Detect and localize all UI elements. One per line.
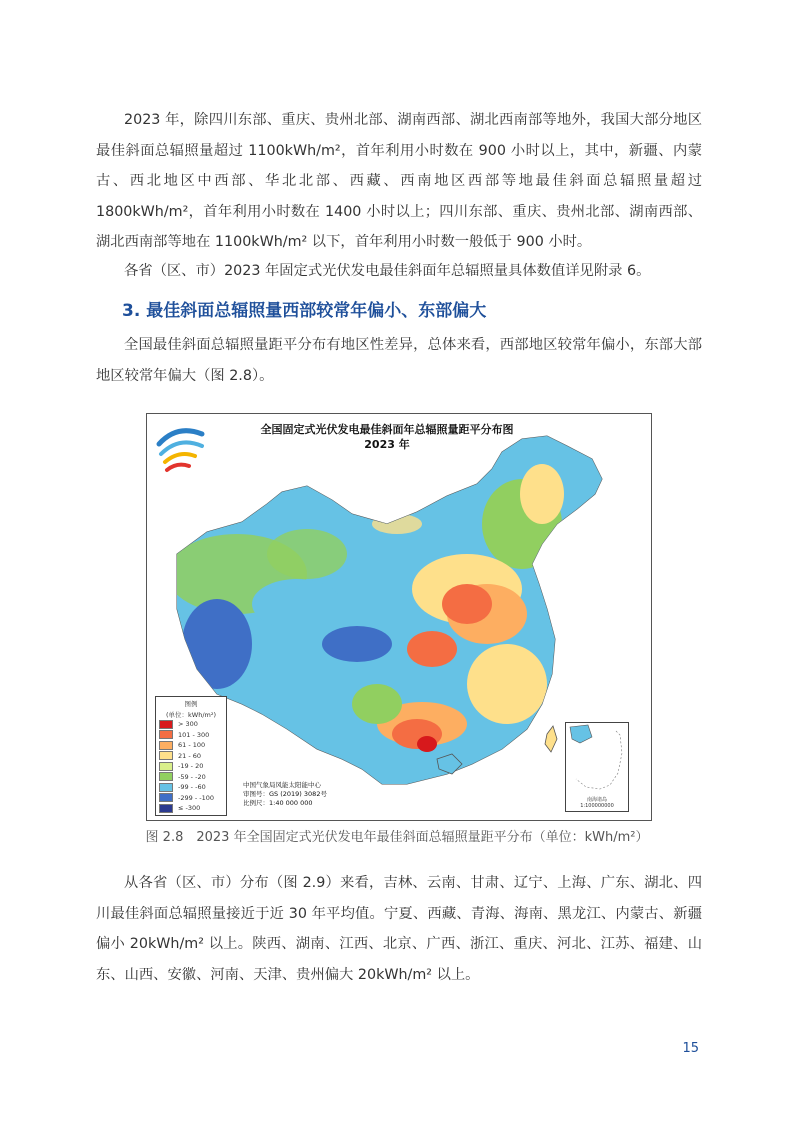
inset-label bbox=[566, 798, 628, 809]
legend-rows bbox=[156, 719, 226, 814]
logo-swoosh-icon bbox=[159, 431, 202, 470]
inset-map-graphic bbox=[566, 723, 628, 793]
map-title-line1: 全国固定式光伏发电最佳斜面年总辐照量距平分布图 bbox=[260, 423, 514, 436]
legend-label: 101 - 300 bbox=[178, 730, 210, 739]
legend-item bbox=[156, 730, 226, 741]
legend-item bbox=[156, 782, 226, 793]
map-credits bbox=[243, 781, 327, 808]
section-heading: 3. 最佳斜面总辐照量西部较常年偏小、东部偏大 bbox=[122, 301, 487, 321]
legend-swatch bbox=[159, 804, 173, 813]
page-number: 15 bbox=[682, 1041, 699, 1056]
legend-item bbox=[156, 772, 226, 783]
legend-label: ≤ -300 bbox=[178, 804, 201, 813]
credit-map-number: 审图号：GS (2019) 3082号 bbox=[243, 790, 327, 798]
legend-label: 21 - 60 bbox=[178, 751, 202, 760]
map-legend bbox=[155, 696, 227, 816]
paragraph-appendix-note: 各省（区、市）2023 年固定式光伏发电最佳斜面年总辐照量具体数值详见附录 6。 bbox=[124, 263, 651, 279]
credit-scale: 比例尺：1:40 000 000 bbox=[243, 799, 313, 807]
credit-agency: 中国气象局风能太阳能中心 bbox=[243, 781, 321, 789]
legend-label: -19 - 20 bbox=[178, 762, 204, 771]
figure-caption: 图 2.8 2023 年全国固定式光伏发电年最佳斜面总辐照量距平分布（单位：kWh/m²） bbox=[145, 830, 649, 845]
paragraph-summary: 2023 年，除四川东部、重庆、贵州北部、湖南西部、湖北西南部等地外，我国大部分地区最佳斜面总辐照量超过 1100kWh/m²，首年利用小时数在 900 小时以上，其中，新疆、内蒙古、西北地区中西部、华北北部、西藏、西南地区西部等地最佳斜面总辐照量超过 1800kWh/m²，首年利用小时数在 1400 小时以上；四川东部、重庆、贵州北部、湖南西部、湖北西南部等地在 1100kWh/m² 以下，首年利用小时数一般低于 900 小时。 bbox=[96, 112, 702, 250]
legend-label: -99 - -60 bbox=[178, 783, 206, 792]
legend-label: -299 - -100 bbox=[178, 793, 214, 802]
paragraph-provinces: 从各省（区、市）分布（图 2.9）来看，吉林、云南、甘肃、辽宁、上海、广东、湖北、四川最佳斜面总辐照量接近于近 30 年平均值。宁夏、西藏、青海、海南、黑龙江、内蒙古、新疆偏小 20kWh/m² 以上。陕西、湖南、江西、北京、广西、浙江、重庆、河北、江苏、福建、山东、山西、安徽、河南、天津、贵州偏大 20kWh/m² 以上。 bbox=[96, 875, 702, 983]
legend-unit: (单位：kWh/m²) bbox=[165, 711, 216, 719]
legend-swatch bbox=[159, 783, 173, 792]
legend-item bbox=[156, 751, 226, 762]
inset-scale: 1:100000000 bbox=[580, 802, 614, 809]
legend-swatch bbox=[159, 741, 173, 750]
legend-swatch bbox=[159, 793, 173, 802]
legend-swatch bbox=[159, 751, 173, 760]
legend-item bbox=[156, 761, 226, 772]
legend-swatch bbox=[159, 720, 173, 729]
legend-swatch bbox=[159, 730, 173, 739]
legend-title: 图例 bbox=[184, 700, 198, 708]
south-china-sea-inset bbox=[565, 722, 629, 812]
map-title bbox=[207, 422, 567, 452]
paragraph-intro: 全国最佳斜面总辐照量距平分布有地区性差异，总体来看，西部地区较常年偏小，东部大部地区较常年偏大（图 2.8）。 bbox=[96, 337, 702, 384]
figure-map bbox=[146, 413, 652, 821]
legend-label: > 300 bbox=[178, 720, 198, 729]
map-title-year: 2023 年 bbox=[364, 438, 410, 451]
inset-title: 南海诸岛 bbox=[586, 797, 607, 803]
legend-label: -59 - -20 bbox=[178, 772, 206, 781]
legend-item bbox=[156, 793, 226, 804]
legend-item bbox=[156, 740, 226, 751]
taiwan-island bbox=[545, 726, 557, 752]
legend-swatch bbox=[159, 772, 173, 781]
legend-item bbox=[156, 803, 226, 814]
legend-swatch bbox=[159, 762, 173, 771]
legend-label: 61 - 100 bbox=[178, 741, 206, 750]
legend-item bbox=[156, 719, 226, 730]
